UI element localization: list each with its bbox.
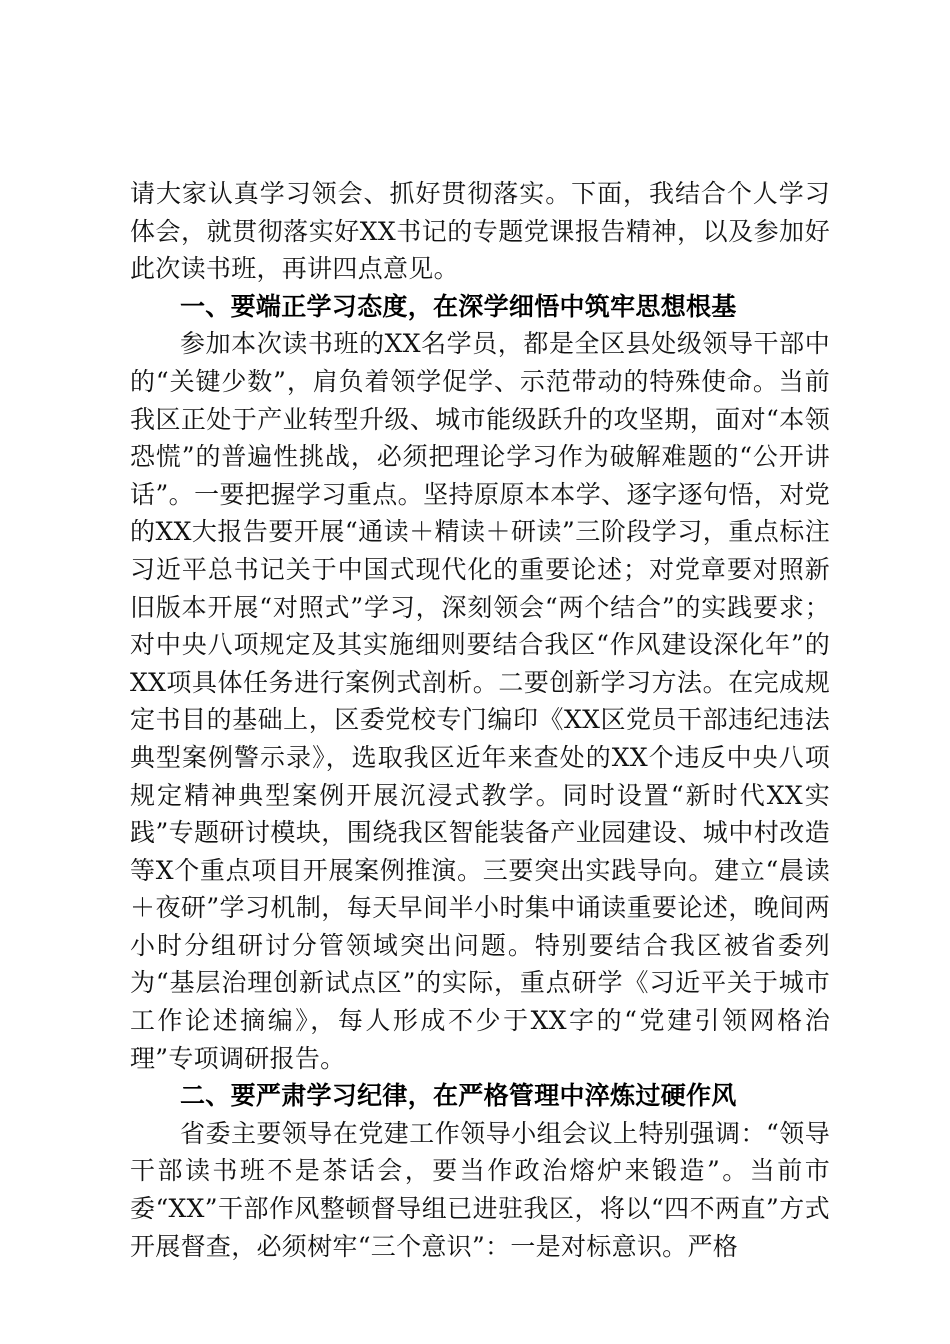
intro-paragraph: 请大家认真学习领会、抓好贯彻落实。下面，我结合个人学习体会，就贯彻落实好XX书记的专题党课报告精神，以及参加好此次读书班，再讲四点意见。 <box>130 179 830 284</box>
section-heading-2: 二、要严肃学习纪律，在严格管理中淬炼过硬作风 <box>180 1081 737 1111</box>
section-2-paragraph: 省委主要领导在党建工作领导小组会议上特别强调：“领导干部读书班不是茶话会，要当作政治熔炉来锻造”。当前市委“XX”干部作风整顿督导组已进驻我区，将以“四不两直”方式开展督查，必须树牢“三个意识”：一是对标意识。严格 <box>130 1118 830 1261</box>
section-heading-1: 一、要端正学习态度，在深学细悟中筑牢思想根基 <box>180 291 737 321</box>
document-body <box>130 175 830 1265</box>
section-1-paragraph: 参加本次读书班的XX名学员，都是全区县处级领导干部中的“关键少数”，肩负着领学促学、示范带动的特殊使命。当前我区正处于产业转型升级、城市能级跃升的攻坚期，面对“本领恐慌”的普遍性挑战，必须把理论学习作为破解难题的“公开讲话”。一要把握学习重点。坚持原原本本学、逐字逐句悟，对党的XX大报告要开展“通读＋精读＋研读”三阶段学习，重点标注习近平总书记关于中国式现代化的重要论述；对党章要对照新旧版本开展“对照式”学习，深刻领会“两个结合”的实践要求；对中央八项规定及其实施细则要结合我区“作风建设深化年”的XX项具体任务进行案例式剖析。二要创新学习方法。在完成规定书目的基础上，区委党校专门编印《XX区党员干部违纪违法典型案例警示录》，选取我区近年来查处的XX个违反中央八项规定精神典型案例开展沉浸式教学。同时设置“新时代XX实践”专题研讨模块，围绕我区智能装备产业园建设、城中村改造等X个重点项目开展案例推演。三要突出实践导向。建立“晨读＋夜研”学习机制，每天早间半小时集中诵读重要论述，晚间两小时分组研讨分管领域突出问题。特别要结合我区被省委列为“基层治理创新试点区”的实际，重点研学《习近平关于城市工作论述摘编》，每人形成不少于XX字的“党建引领网格治理”专项调研报告。 <box>130 329 830 1073</box>
